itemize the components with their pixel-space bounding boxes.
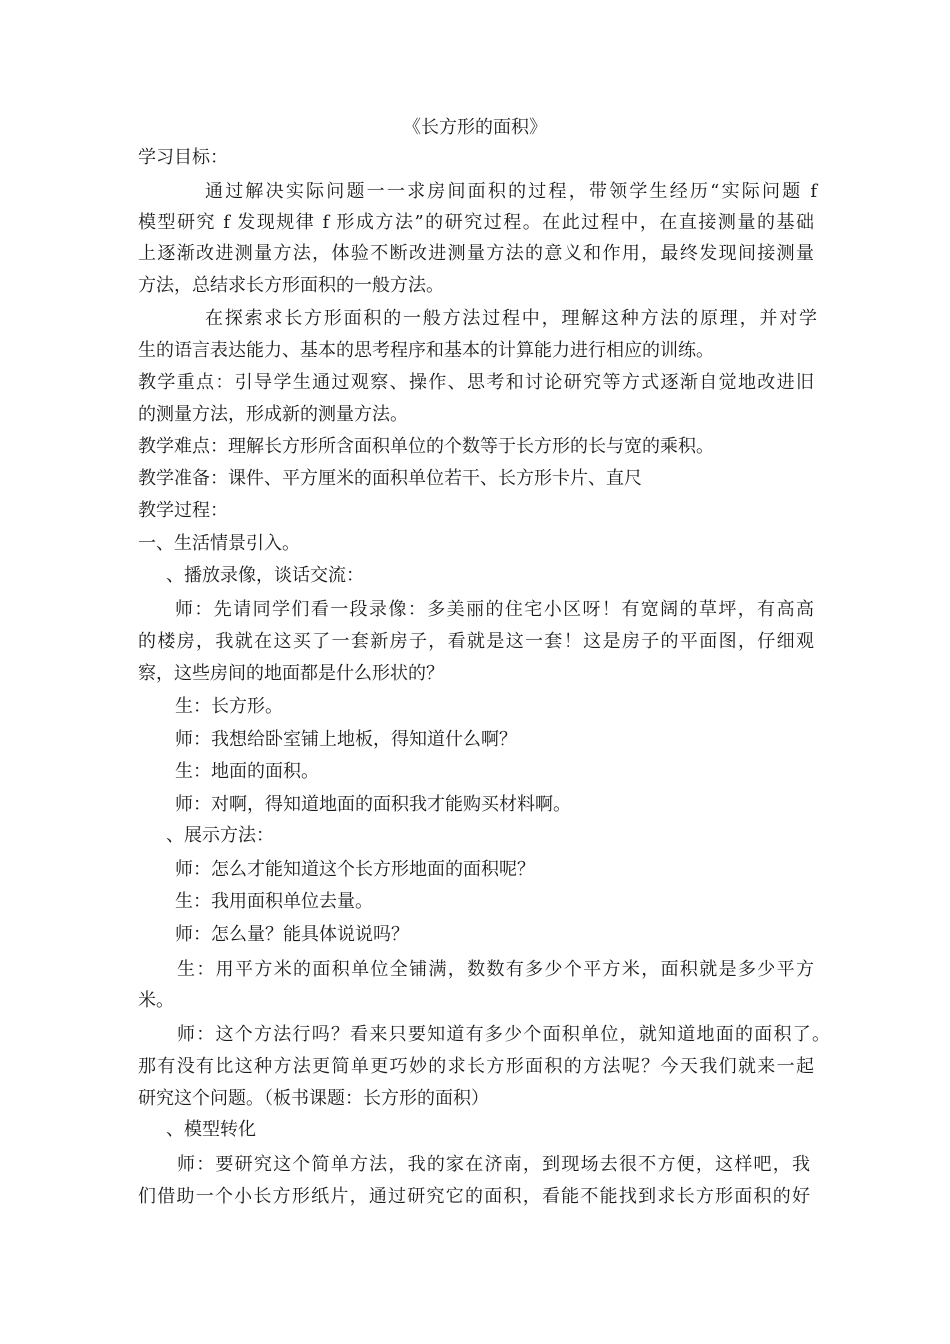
text-line: 米。: [138, 990, 174, 1011]
text-line: 研究这个问题。（板书课题：长方形的面积）: [138, 1088, 489, 1109]
text-line: 们借助一个小长方形纸片，通过研究它的面积，看能不能找到求长方形面积的好: [138, 1186, 810, 1207]
text-line: 生：用平方米的面积单位全铺满，数数有多少个平方米，面积就是多少平方: [177, 959, 814, 980]
text-line: 生：我用面积单位去量。: [175, 891, 373, 912]
text-line: 教学过程：: [138, 500, 228, 521]
text-line: 师：怎么量？能具体说说吗？: [175, 924, 409, 945]
text-line: 、模型转化: [166, 1119, 256, 1140]
text-line: 师：这个方法行吗？看来只要知道有多少个面积单位，就知道地面的面积了。: [177, 1024, 830, 1045]
text-line: 上逐渐改进测量方法，体验不断改进测量方法的意义和作用，最终发现间接测量: [138, 243, 814, 264]
text-line: 教学难点：理解长方形所含面积单位的个数等于长方形的长与宽的乘积。: [138, 436, 714, 457]
text-line: 师：对啊，得知道地面的面积我才能购买材料啊。: [175, 794, 571, 815]
text-line: 师：怎么才能知道这个长方形地面的面积呢？: [175, 859, 535, 880]
text-line: 师：先请同学们看一段录像：多美丽的住宅小区呀！有宽阔的草坪，有高高: [175, 599, 814, 620]
text-line: 方法，总结求长方形面积的一般方法。: [138, 275, 444, 296]
text-line: 生的语言表达能力、基本的思考程序和基本的计算能力进行相应的训练。: [138, 340, 714, 361]
text-line: 、展示方法：: [166, 825, 274, 846]
text-line: 教学重点：引导学生通过观察、操作、思考和讨论研究等方式逐渐自觉地改进旧: [138, 372, 814, 393]
text-line: 教学准备：课件、平方厘米的面积单位若干、长方形卡片、直尺: [138, 468, 642, 489]
text-line: 的楼房，我就在这买了一套新房子，看就是这一套！这是房子的平面图，仔细观: [138, 631, 814, 652]
text-line: 师：我想给卧室铺上地板，得知道什么啊？: [175, 729, 517, 750]
text-line: 那有没有比这种方法更简单更巧妙的求长方形面积的方法呢？今天我们就来一起: [138, 1056, 814, 1077]
document-title: 《长方形的面积》: [403, 117, 547, 138]
text-line: 模型研究 f 发现规律 f 形成方法”的研究过程。在此过程中，在直接测量的基础: [138, 212, 814, 233]
text-line: 、播放录像，谈话交流：: [166, 565, 364, 586]
text-line: 一、生活情景引入。: [138, 533, 300, 554]
text-line: 察，这些房间的地面都是什么形状的？: [138, 663, 444, 684]
text-line: 通过解决实际问题一一求房间面积的过程，带领学生经历“实际问题 f: [205, 181, 817, 202]
text-line: 师：要研究这个简单方法，我的家在济南，到现场去很不方便，这样吧，我: [177, 1154, 810, 1175]
text-line: 生：地面的面积。: [175, 761, 319, 782]
text-line: 生：长方形。: [175, 696, 283, 717]
text-line: 学习目标：: [138, 147, 228, 168]
text-line: 在探索求长方形面积的一般方法过程中，理解这种方法的原理，并对学: [205, 308, 817, 329]
text-line: 的测量方法，形成新的测量方法。: [138, 404, 408, 425]
